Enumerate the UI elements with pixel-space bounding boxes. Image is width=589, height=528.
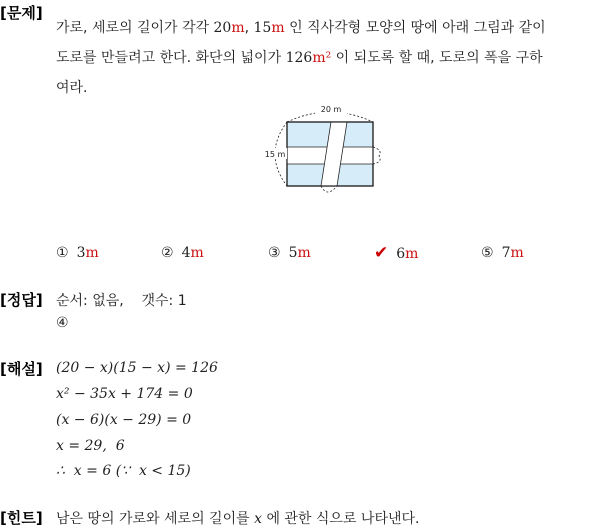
problem-line-3: 여라. [56,80,88,96]
choice-2[interactable]: ② 4m [161,245,204,261]
hint-text: 남은 땅의 가로와 세로의 길이를 x 에 관한 식으로 나타낸다. [56,511,420,527]
solution-line-3: (x − 6)(x − 29) = 0 [56,412,192,428]
choice-3[interactable]: ③ 5m [268,245,311,261]
check-icon: ✔ [374,243,389,263]
height-dimension-label: 15 m [264,150,286,159]
choice-4-selected[interactable]: ✔ 6m [374,243,419,263]
hint-label: [힌트] [0,509,43,527]
choice-1[interactable]: ① 3m [56,245,99,261]
solution-line-1: (20 − x)(15 − x) = 126 [56,360,218,376]
answer-label: [정답] [0,291,43,309]
width-dimension-label: 20 m [320,105,342,114]
problem-line-2: 도로를 만들려고 한다. 화단의 넓이가 126m² 이 되도록 할 때, 도로의 폭을 구하 [56,50,543,66]
solution-line-2: x² − 35x + 174 = 0 [56,386,193,402]
choice-5[interactable]: ⑤ 7m [481,245,524,261]
problem-label: [문제] [0,4,43,22]
road-figure [255,100,395,200]
solution-line-5: ∴ x = 6 (∵ x < 15) [56,463,191,479]
solution-line-4: x = 29, 6 [56,438,125,454]
problem-line-1: 가로, 세로의 길이가 각각 20m, 15m 인 직사각형 모양의 땅에 아래 그림과 같이 [56,20,546,36]
solution-label: [해설] [0,360,43,378]
answer-value: ④ [56,315,69,331]
answer-order-count: 순서: 없음, 갯수: 1 [56,293,187,309]
